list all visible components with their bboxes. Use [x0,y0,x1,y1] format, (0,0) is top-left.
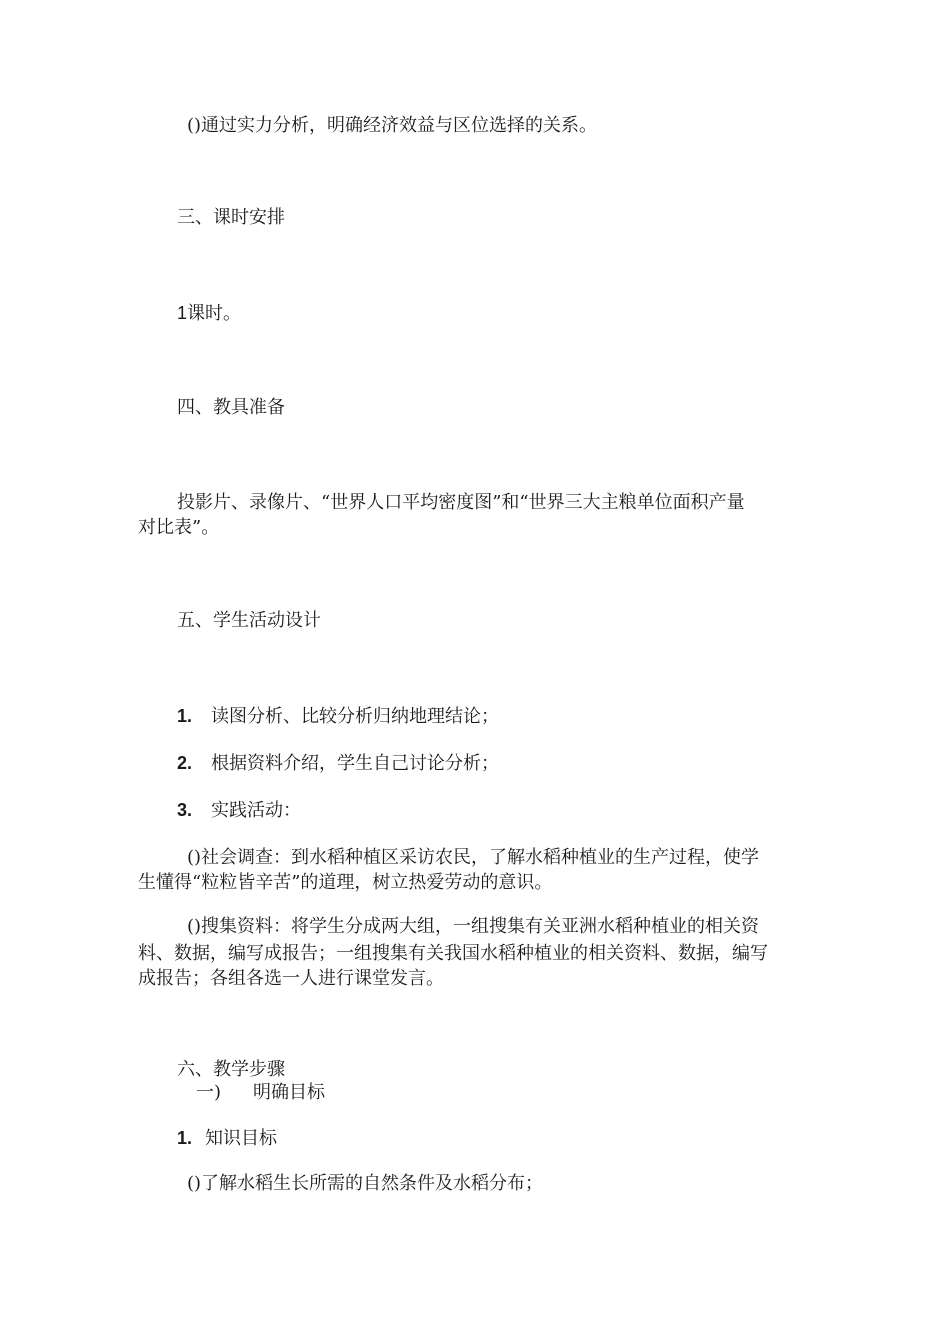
list-item [177,1126,277,1151]
list-number: 2. [177,753,193,773]
list-number: 1. [177,706,193,726]
section-heading: 三、课时安排 [177,207,285,228]
paragraph-line: 成报告；各组各选一人进行课堂发言。 [138,968,444,989]
list-item [177,798,301,823]
paragraph-line: 料、数据，编写成报告；一组搜集有关我国水稻种植业的相关资料、数据，编写 [138,943,768,964]
list-text: 知识目标 [205,1128,277,1149]
paragraph-line: 投影片、录像片、“世界人口平均密度图”和“世界三大主粮单位面积产量 [177,492,745,513]
period-number: 1 [177,303,188,323]
list-text: 实践活动： [211,800,301,821]
list-number: 1. [177,1128,193,1148]
paragraph-line: ()通过实力分析，明确经济效益与区位选择的关系。 [187,115,598,136]
list-item [177,704,499,729]
paragraph-line: 对比表”。 [138,517,220,538]
list-text: 根据资料介绍，学生自己讨论分析； [211,753,499,774]
paragraph-line: ()社会调查：到水稻种植区采访农民，了解水稻种植业的生产过程，使学 [187,847,760,868]
subsection-number: 一) [196,1082,222,1103]
section-heading: 四、教具准备 [177,397,285,418]
list-text: 读图分析、比较分析归纳地理结论； [211,706,499,727]
paragraph-line: ()搜集资料：将学生分成两大组，一组搜集有关亚洲水稻种植业的相关资 [187,916,760,937]
section-heading: 五、学生活动设计 [177,610,321,631]
section-heading: 六、教学步骤 [177,1059,285,1080]
paragraph-line: ()了解水稻生长所需的自然条件及水稻分布； [187,1173,544,1194]
period-text: 课时。 [187,303,242,324]
list-item [177,751,499,776]
list-number: 3. [177,800,193,820]
paragraph-line: 生懂得“粒粒皆辛苦”的道理，树立热爱劳动的意识。 [138,872,553,893]
subsection-title: 明确目标 [253,1082,325,1103]
paragraph-line [177,301,241,326]
subsection-heading [196,1081,325,1105]
